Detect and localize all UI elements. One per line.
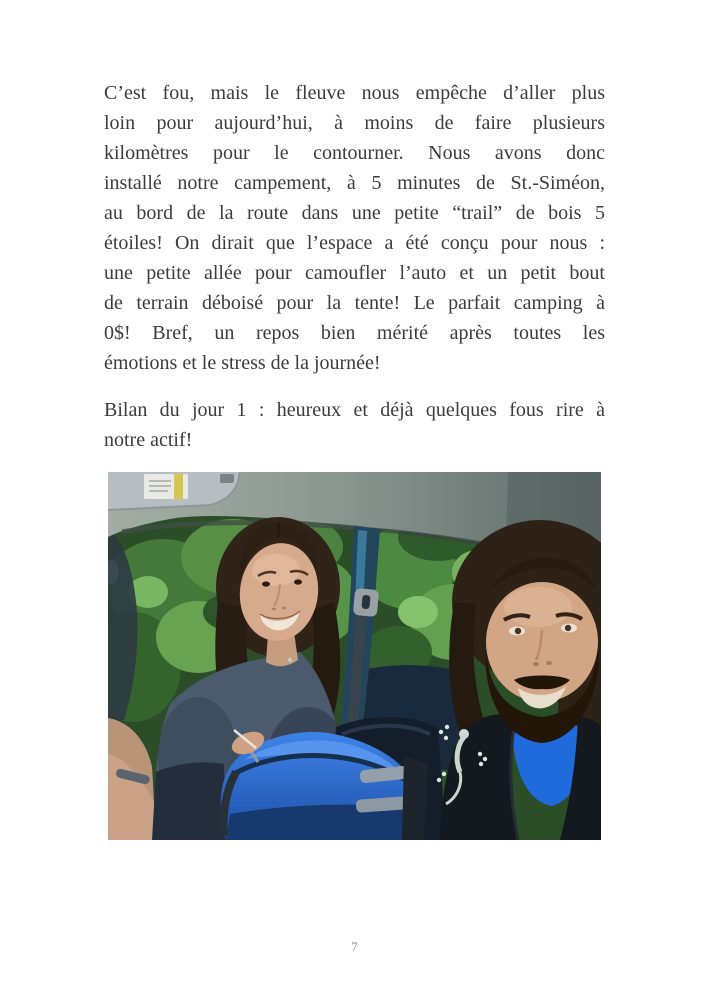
page-number: 7 bbox=[351, 940, 358, 954]
woman-eye-left bbox=[262, 581, 270, 586]
photo-selfie-in-car bbox=[108, 472, 601, 840]
text-line: loin pour aujourd’hui, à moins de faire plusieurs bbox=[104, 112, 605, 134]
photo-illustration bbox=[108, 472, 601, 840]
text-line: kilomètres pour le contourner. Nous avons donc bbox=[104, 142, 605, 164]
text-line: étoiles! On dirait que l’espace a été conçu pour nous : bbox=[104, 232, 605, 254]
text-line: émotions et le stress de la journée! bbox=[104, 352, 381, 374]
page-content bbox=[104, 78, 605, 840]
woman-eye-right bbox=[294, 579, 302, 584]
paragraph-1 bbox=[104, 78, 605, 378]
text-line: au bord de la route dans une petite “trail” de bois 5 bbox=[104, 202, 605, 224]
text-line: installé notre campement, à 5 minutes de St.-Siméon, bbox=[104, 172, 605, 194]
text-line: Bilan du jour 1 : heureux et déjà quelques fous rire à bbox=[104, 399, 605, 421]
text-line: de terrain déboisé pour la tente! Le parfait camping à bbox=[104, 292, 605, 314]
text-line: 0$! Bref, un repos bien mérité après toutes les bbox=[104, 322, 605, 344]
paragraph-2 bbox=[104, 395, 605, 455]
text-line: notre actif! bbox=[104, 429, 193, 451]
text-line: C’est fou, mais le fleuve nous empêche d’aller plus bbox=[104, 82, 605, 104]
seatbelt-anchor bbox=[353, 588, 379, 617]
text-line: une petite allée pour camoufler l’auto et un petit bout bbox=[104, 262, 605, 284]
